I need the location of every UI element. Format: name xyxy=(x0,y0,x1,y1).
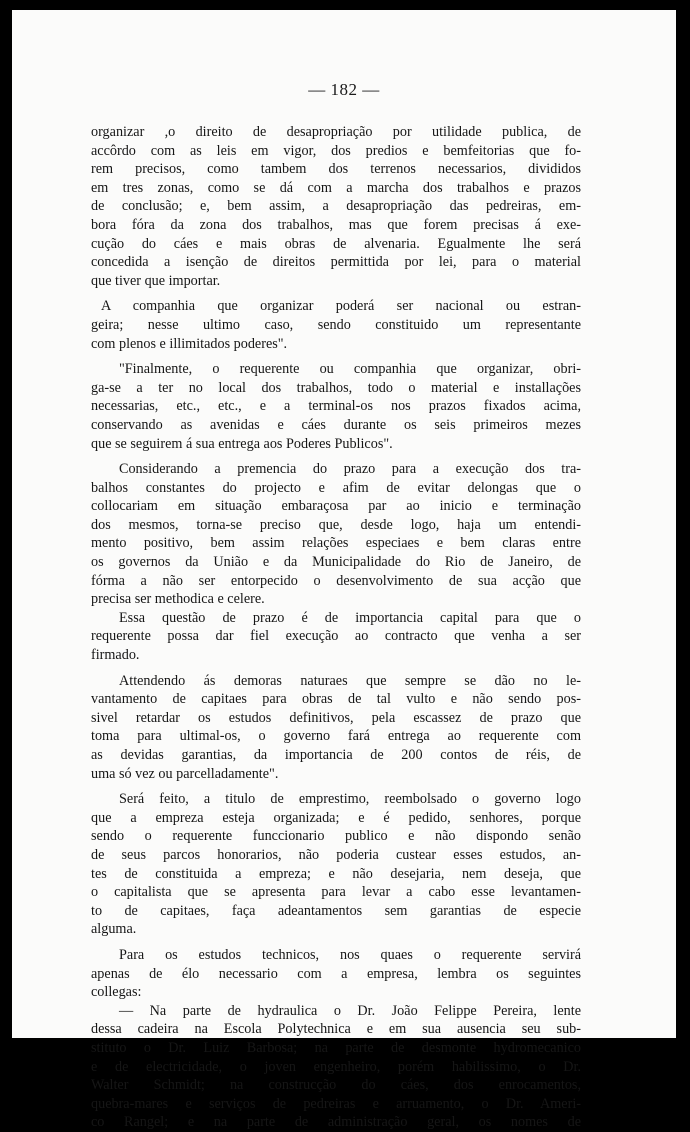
text-line: — Na parte de hydraulica o Dr. João Felippe Pereira, lente xyxy=(119,1002,581,1019)
text-line: tes de constituida a empreza; e não desejaria, nem deseja, que xyxy=(91,865,581,882)
text-line: collegas: xyxy=(91,984,142,1001)
text-line: vantamento de capitaes para obras de tal vulto e não sendo pos- xyxy=(91,691,581,708)
text-line: apenas de élo necessario com a empresa, lembra os seguintes xyxy=(91,965,581,982)
book-page xyxy=(12,10,676,1131)
text-line: as devidas garantias, da importancia de 200 contos de réis, de xyxy=(91,747,581,763)
text-line: em tres zonas, como se dá com a marcha dos trabalhos e prazos xyxy=(91,179,581,196)
text-line: o capitalista que se apresenta para levar a cabo esse levantamen- xyxy=(91,884,581,901)
page-number: — 182 — xyxy=(308,80,380,99)
text-line: cução do cáes e mais obras de alvenaria. Egualmente lhe será xyxy=(91,235,581,252)
paragraph xyxy=(91,460,581,609)
paragraph xyxy=(91,790,581,939)
text-line: quebra-mares e serviços de pedreiras e arruamento, o Dr. Ameri- xyxy=(91,1095,581,1112)
text-line: que tiver que importar. xyxy=(91,272,221,289)
text-line: A companhia que organizar poderá ser nacional ou estran- xyxy=(101,298,581,315)
text-line: dos mesmos, torna-se preciso que, desde logo, haja um entendi- xyxy=(91,516,581,533)
text-line: rem precisos, como tambem dos terrenos necessarios, divididos xyxy=(91,161,581,178)
paragraph xyxy=(91,123,581,290)
text-line: mento positivo, bem assim relações especiaes e bem claras entre xyxy=(91,535,581,552)
text-line: conservando as avenidas e cáes durante os seis primeiros mezes xyxy=(91,416,581,433)
text-line: Considerando a premencia do prazo para a execução dos tra- xyxy=(119,461,581,478)
text-line: toma para ultimal-os, o governo fará entrega ao requerente com xyxy=(91,728,581,745)
text-line: Será feito, a titulo de emprestimo, reembolsado o governo logo xyxy=(119,791,581,808)
text-line: Essa questão de prazo é de importancia capital para que o xyxy=(119,609,581,626)
text-line: dessa cadeira na Escola Polytechnica e em sua ausencia seu sub- xyxy=(91,1021,581,1038)
text-line: stituto o Dr. Luiz Barbosa; na parte de desmonte hydromecanico xyxy=(91,1039,581,1056)
text-line: de conclusão; e, bem assim, a desapropriação das pedreiras, em- xyxy=(91,198,581,215)
text-line: firmado. xyxy=(91,647,140,664)
text-line: organizar ,o direito de desapropriação por utilidade publica, de xyxy=(91,124,581,140)
text-line: bora fóra da zona dos trabalhos, mas que forem precisas á exe- xyxy=(91,216,581,233)
text-line: precisa ser methodica e celere. xyxy=(91,591,265,608)
paragraph xyxy=(91,946,581,1002)
paragraph xyxy=(91,1002,581,1132)
text-line: "Finalmente, o requerente ou companhia que organizar, obri- xyxy=(119,361,581,378)
text-line: sivel retardar os estudos definitivos, pela escassez de prazo que xyxy=(91,709,581,726)
text-line: Attendendo ás demoras naturaes que sempre se dão no le- xyxy=(119,672,581,689)
text-line: necessarias, etc., etc., e a terminal-os nos prazos fixados acima, xyxy=(91,398,581,415)
text-line: Para os estudos technicos, nos quaes o requerente servirá xyxy=(119,946,581,963)
text-line: geira; nesse ultimo caso, sendo constituido um representante xyxy=(91,316,581,333)
text-line: sendo o requerente funccionario publico e não dispondo senão xyxy=(91,828,581,845)
text-line: uma só vez ou parcelladamente". xyxy=(91,765,279,782)
paragraph xyxy=(91,672,581,784)
paragraph xyxy=(91,297,581,353)
text-line: ga-se a ter no local dos trabalhos, todo o material e installações xyxy=(91,379,581,396)
text-line: os governos da União e da Municipalidade do Rio de Janeiro, de xyxy=(91,554,581,571)
text-line: collocariam em situação embaraçosa par ao inicio e terminação xyxy=(91,498,581,515)
paragraph xyxy=(91,360,581,453)
text-line: accôrdo com as leis em vigor, dos predios e bemfeitorias que fo- xyxy=(91,142,581,159)
text-line: concedida a isenção de direitos permittida por lei, para o material xyxy=(91,254,581,271)
text-line: co Rangel; e na parte de administração geral, os nomes de xyxy=(91,1114,581,1131)
text-line: alguma. xyxy=(91,921,137,938)
text-line: de seus parcos honorarios, não poderia custear esses estudos, an- xyxy=(91,846,581,863)
text-line: fórma a não ser entorpecido o desenvolvimento de sua acção que xyxy=(91,572,581,589)
body-text xyxy=(91,123,581,1132)
text-line: Walter Schmidt; na construcção do cáes, dos enrocamentos, xyxy=(91,1077,581,1094)
text-line: com plenos e illimitados poderes". xyxy=(91,335,288,352)
text-line: que se seguirem á sua entrega aos Poderes Publicos". xyxy=(91,435,393,452)
text-line: to de capitaes, faça adeantamentos sem garantias de especie xyxy=(91,902,581,919)
text-line: requerente possa dar fiel execução ao contracto que venha a ser xyxy=(91,628,581,645)
text-line: que a empreza esteja organizada; e é pedido, senhores, porque xyxy=(91,809,581,826)
text-line: balhos constantes do projecto e afim de evitar delongas que o xyxy=(91,479,581,496)
paragraph xyxy=(91,609,581,665)
text-line: e de electricidade, o joven engenheiro, porém habilissimo, o Dr. xyxy=(91,1058,581,1075)
